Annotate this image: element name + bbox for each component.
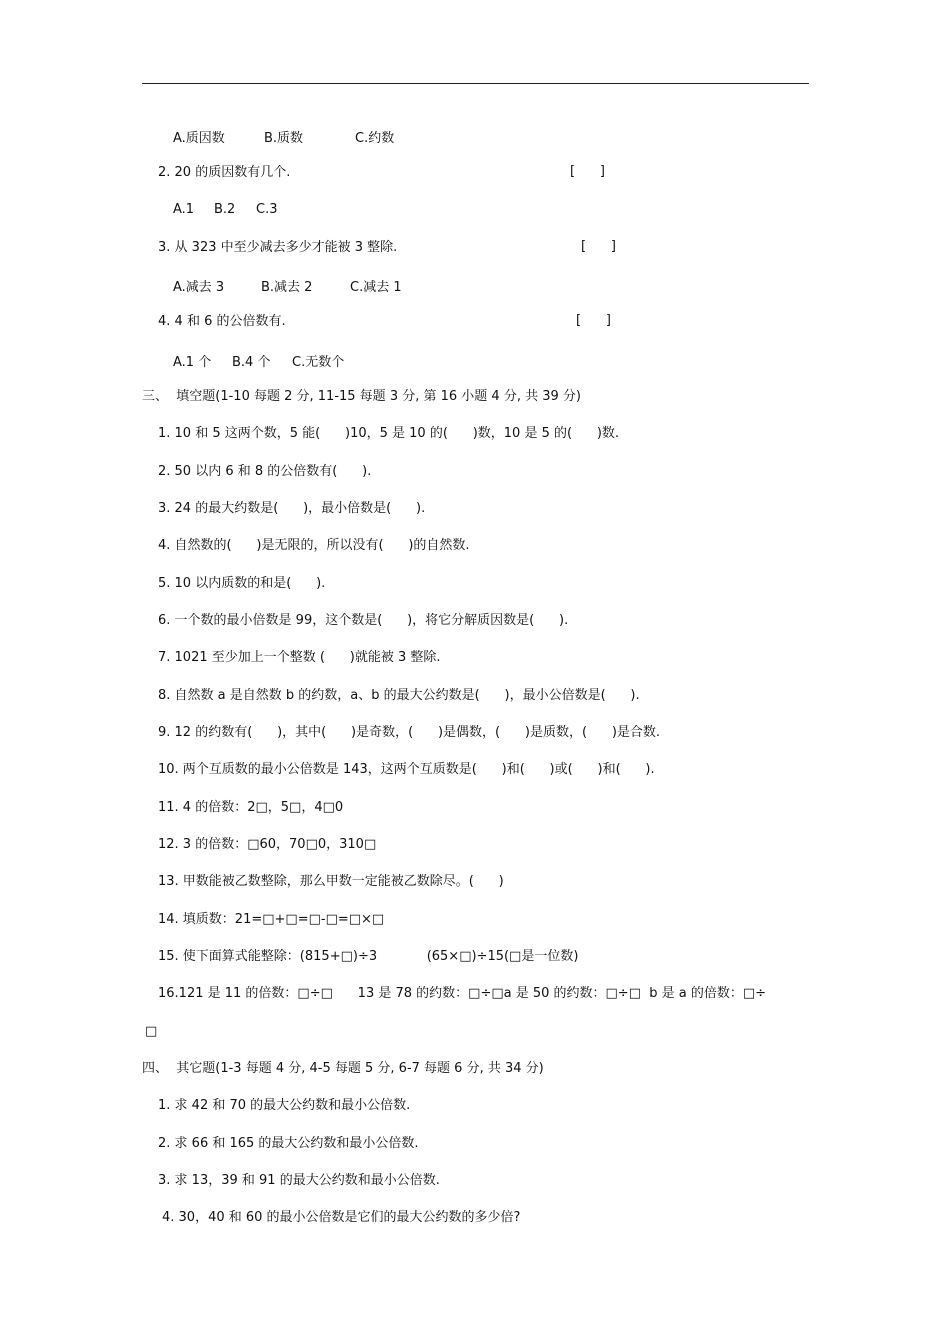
other-item-4: 4. 30，40 和 60 的最小公倍数是它们的最大公约数的多少倍? [162, 1210, 521, 1225]
other-item-3: 3. 求 13，39 和 91 的最大公约数和最小公倍数. [158, 1173, 440, 1188]
fill-item-1: 1. 10 和 5 这两个数，5 能( )10，5 是 10 的( )数，10 是 5 的( )数. [158, 426, 620, 441]
q3-option-a: A.减去 3 [173, 280, 225, 295]
answer-bracket-q2: [ ] [570, 164, 605, 179]
fill-item-12: 12. 3 的倍数：□60，70□0，310□ [158, 837, 377, 852]
fill-item-2: 2. 50 以内 6 和 8 的公倍数有( ). [158, 464, 372, 479]
fill-item-13: 13. 甲数能被乙数整除，那么甲数一定能被乙数除尽。( ) [158, 874, 504, 889]
q3-option-b: B.减去 2 [261, 280, 313, 295]
other-item-2: 2. 求 66 和 165 的最大公约数和最小公倍数. [158, 1136, 419, 1151]
q2-option-b: B.2 [214, 202, 236, 217]
answer-bracket-q3: [ ] [581, 239, 616, 254]
fill-item-3: 3. 24 的最大约数是( )，最小倍数是( ). [158, 501, 426, 516]
q4-option-c: C.无数个 [292, 355, 345, 370]
q2-option-c: C.3 [256, 202, 278, 217]
fill-item-15: 15. 使下面算式能整除：(815+□)÷3 (65×□)÷15(□是一位数) [158, 949, 579, 964]
fill-item-14: 14. 填质数：21=□+□=□-□=□×□ [158, 912, 385, 927]
q1-option-b: B.质数 [264, 131, 304, 146]
mc-question-3: 3. 从 323 中至少减去多少才能被 3 整除. [158, 240, 398, 255]
other-item-1: 1. 求 42 和 70 的最大公约数和最小公倍数. [158, 1098, 411, 1113]
q3-option-c: C.减去 1 [350, 280, 402, 295]
fill-item-7: 7. 1021 至少加上一个整数 ( )就能被 3 整除. [158, 650, 441, 665]
fill-item-16-line-1: 16.121 是 11 的倍数：□÷□ 13 是 78 的约数：□÷□a 是 50 的约数：□÷□ b 是 a 的倍数：□÷ [158, 986, 767, 1001]
fill-item-9: 9. 12 的约数有( )，其中( )是奇数，( )是偶数，( )是质数，( )是合数. [158, 725, 661, 740]
q2-option-a: A.1 [173, 202, 195, 217]
section-3-heading: 三、 填空题(1-10 每题 2 分, 11-15 每题 3 分, 第 16 小题 4 分, 共 39 分) [142, 389, 581, 404]
q4-option-a: A.1 个 [173, 355, 212, 370]
fill-item-11: 11. 4 的倍数：2□，5□，4□0 [158, 800, 344, 815]
q1-option-a: A.质因数 [173, 131, 225, 146]
q4-option-b: B.4 个 [232, 355, 271, 370]
fill-item-10: 10. 两个互质数的最小公倍数是 143，这两个互质数是( )和( )或( )和( ). [158, 762, 655, 777]
mc-question-4: 4. 4 和 6 的公倍数有. [158, 314, 286, 329]
mc-question-2: 2. 20 的质因数有几个. [158, 165, 291, 180]
answer-bracket-q4: [ ] [576, 313, 611, 328]
fill-item-6: 6. 一个数的最小倍数是 99，这个数是( )，将它分解质因数是( ). [158, 613, 569, 628]
fill-item-5: 5. 10 以内质数的和是( ). [158, 576, 326, 591]
header-rule [142, 83, 809, 84]
fill-item-16-line-2: □ [145, 1024, 158, 1039]
section-4-heading: 四、 其它题(1-3 每题 4 分, 4-5 每题 5 分, 6-7 每题 6 分, 共 34 分) [142, 1061, 544, 1076]
fill-item-8: 8. 自然数 a 是自然数 b 的约数，a、b 的最大公约数是( )，最小公倍数是( ). [158, 688, 640, 703]
q1-option-c: C.约数 [355, 131, 395, 146]
fill-item-4: 4. 自然数的( )是无限的，所以没有( )的自然数. [158, 538, 470, 553]
